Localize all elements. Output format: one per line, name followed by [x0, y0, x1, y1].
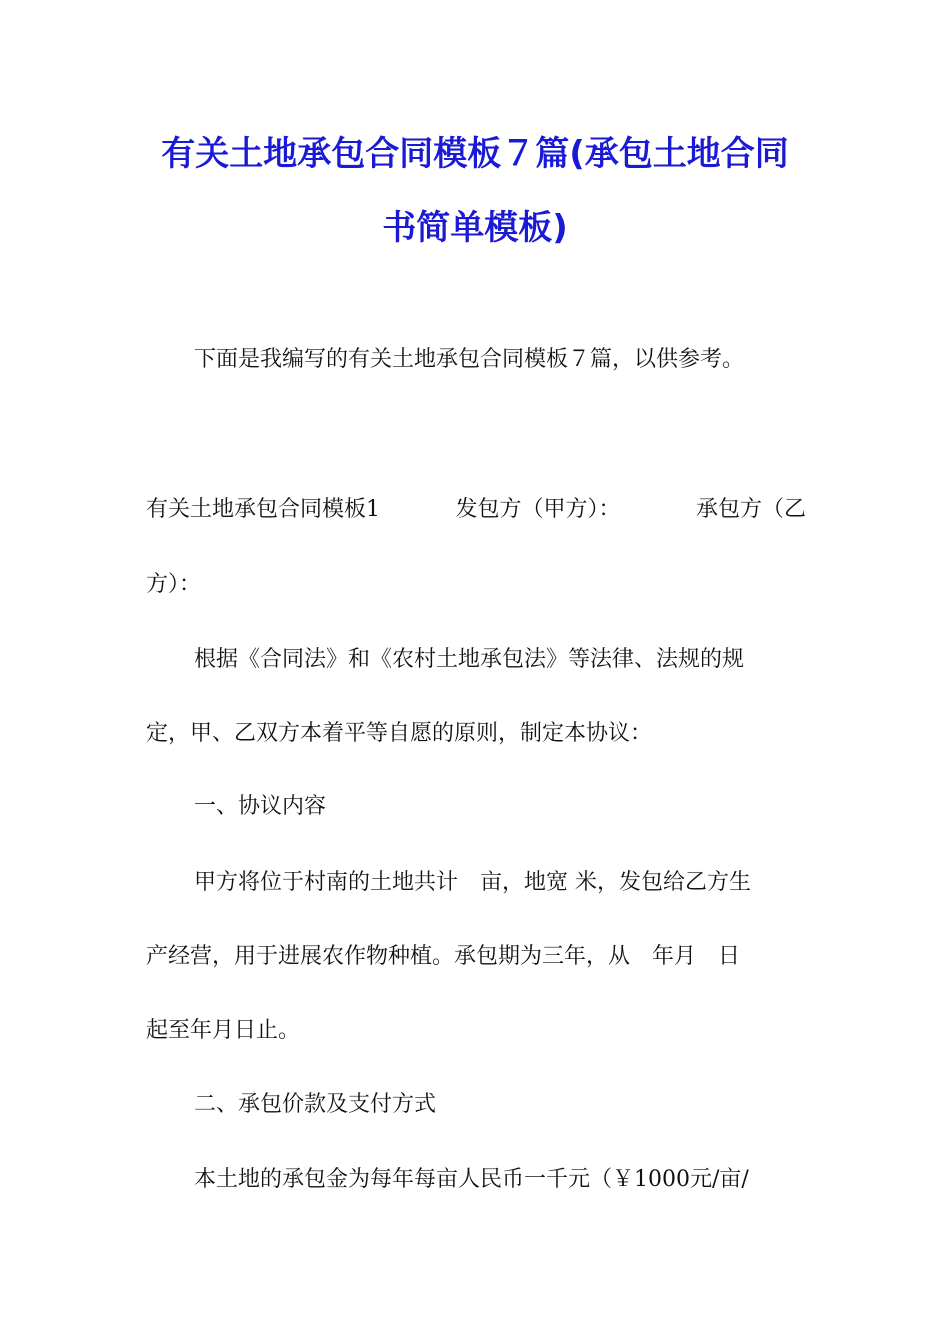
- paragraph-1-line-2: 定，甲、乙双方本着平等自愿的原则，制定本协议：: [146, 721, 653, 746]
- document-title-line-2: 书简单模板): [382, 208, 568, 248]
- clause-1-line-3: 起至年月日止。: [146, 1018, 301, 1043]
- clause-1-line-2: 产经营，用于进展农作物种植。承包期为三年，从 年月 日: [146, 944, 741, 969]
- party-b-label-start: 承包方（乙: [695, 497, 806, 522]
- party-b-label-end: 方）：: [146, 572, 202, 597]
- party-a-label: 发包方（甲方）：: [455, 497, 621, 522]
- clause-1-line-1: 甲方将位于村南的土地共计 亩，地宽 米，发包给乙方生: [194, 870, 751, 895]
- contract-header-line: [146, 495, 806, 525]
- intro-paragraph: 下面是我编写的有关土地承包合同模板７篇，以供参考。: [194, 347, 745, 372]
- contract-heading: 有关土地承包合同模板1: [146, 497, 380, 522]
- clause-2-heading: 二、承包价款及支付方式: [194, 1092, 437, 1117]
- clause-2-line-1: 本土地的承包金为每年每亩人民币一千元（￥1000元/亩/: [194, 1167, 749, 1192]
- clause-1-heading: 一、协议内容: [194, 794, 327, 819]
- paragraph-1-line-1: 根据《合同法》和《农村土地承包法》等法律、法规的规: [194, 647, 745, 672]
- document-title-line-1: 有关土地承包合同模板７篇(承包土地合同: [161, 134, 789, 174]
